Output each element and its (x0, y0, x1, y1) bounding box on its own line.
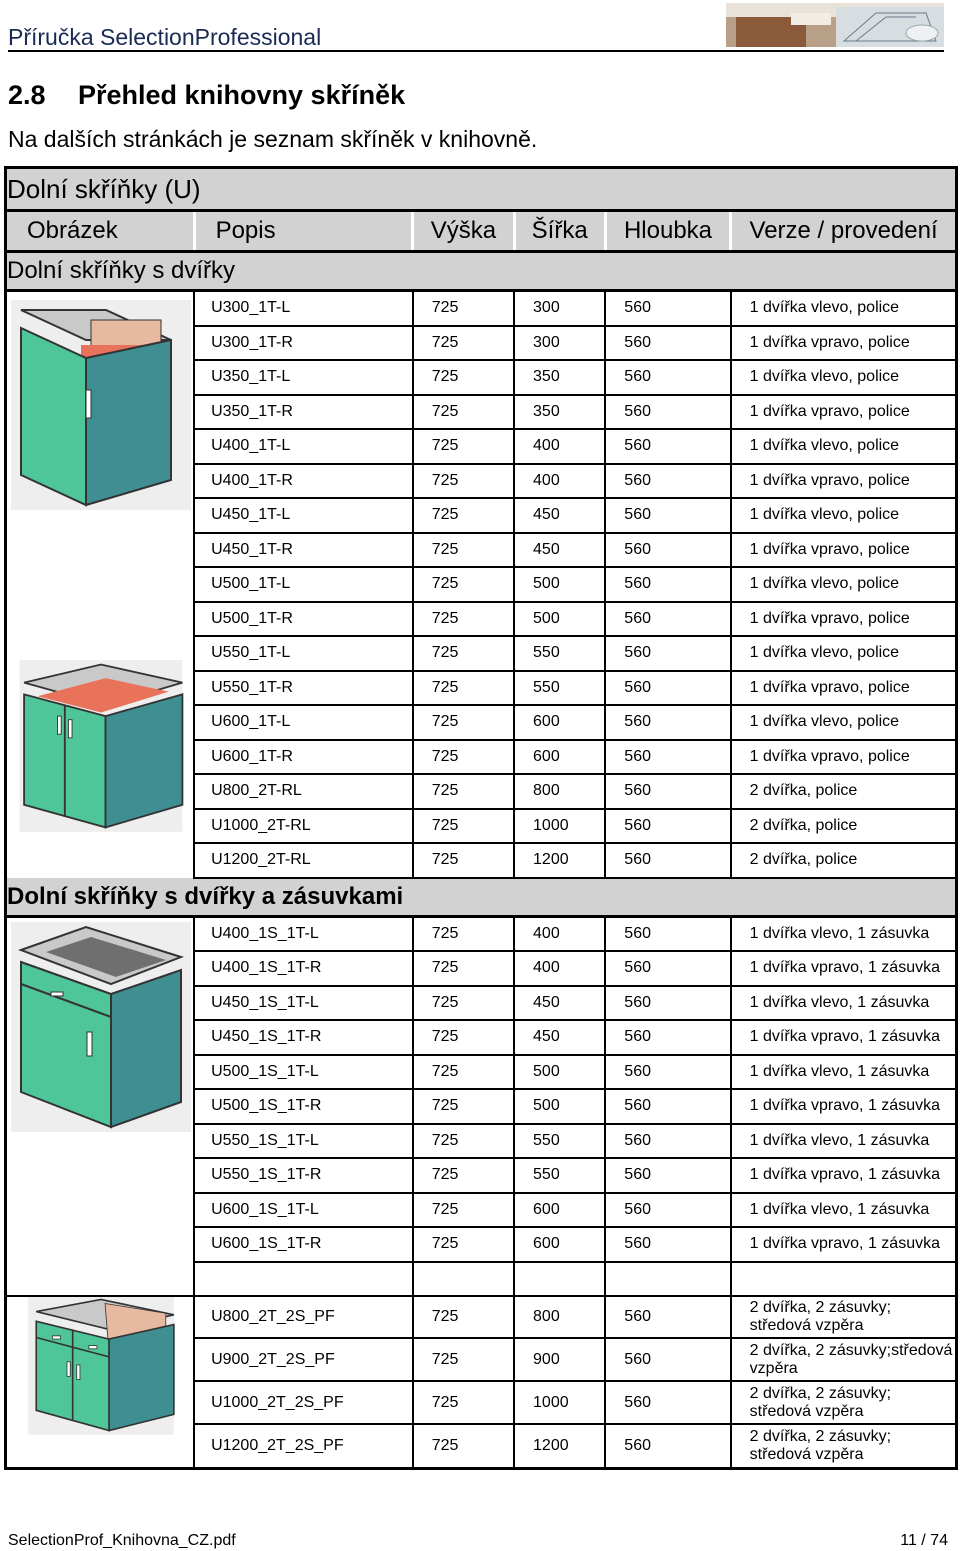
intro-text: Na dalších stránkách je seznam skříněk v knihovně. (8, 126, 538, 152)
section-number: 2.8 (8, 80, 46, 110)
cabinet-code: U400_1S_1T-L (194, 916, 413, 951)
cabinet-height: 725 (413, 464, 514, 499)
cabinet-depth: 560 (605, 602, 730, 637)
column-header-variant: Verze / provedení (731, 211, 957, 252)
cabinet-variant: 2 dvířka, police (731, 809, 957, 844)
cabinet-depth: 560 (605, 740, 730, 775)
cabinet-width: 600 (514, 705, 605, 740)
cabinet-height: 725 (413, 916, 514, 951)
cabinet-depth: 560 (605, 1158, 730, 1193)
header-rule (8, 50, 944, 52)
cabinet-width: 600 (514, 1227, 605, 1262)
section-heading (8, 80, 405, 111)
cabinet-height: 725 (413, 1089, 514, 1124)
cabinet-width: 600 (514, 1193, 605, 1228)
cabinet-width: 1200 (514, 1424, 605, 1468)
column-header-image: Obrázek (6, 211, 195, 252)
cabinet-code: U800_2T_2S_PF (194, 1296, 413, 1339)
cabinet-width: 500 (514, 1055, 605, 1090)
cabinet-depth: 560 (605, 1424, 730, 1468)
cabinet-width: 400 (514, 429, 605, 464)
cabinet-height: 725 (413, 291, 514, 326)
cabinet-variant: 1 dvířka vlevo, 1 zásuvka (731, 1124, 957, 1159)
cabinet-code: U600_1T-L (194, 705, 413, 740)
cabinet-depth: 560 (605, 986, 730, 1021)
cabinet-width: 300 (514, 326, 605, 361)
cabinet-code: U1000_2T-RL (194, 809, 413, 844)
cabinet-depth: 560 (605, 916, 730, 951)
cabinet-images-cell (6, 291, 195, 878)
cabinet-width: 1000 (514, 1381, 605, 1424)
cabinet-code: U1200_2T-RL (194, 843, 413, 878)
drawer-door-cabinet-image (11, 922, 191, 1132)
cabinet-width: 550 (514, 671, 605, 706)
cabinet-width: 1200 (514, 843, 605, 878)
cabinet-depth: 560 (605, 533, 730, 568)
cabinet-width: 450 (514, 498, 605, 533)
cabinet-height: 725 (413, 809, 514, 844)
cabinet-code: U450_1T-R (194, 533, 413, 568)
cabinet-variant: 1 dvířka vpravo, 1 zásuvka (731, 1227, 957, 1262)
cabinet-depth: 560 (605, 326, 730, 361)
cabinet-variant: 1 dvířka vlevo, police (731, 636, 957, 671)
blank-cell (514, 1262, 605, 1296)
cabinet-height: 725 (413, 1055, 514, 1090)
cabinet-variant: 1 dvířka vlevo, 1 zásuvka (731, 916, 957, 951)
cabinet-height: 725 (413, 395, 514, 430)
cabinet-width: 400 (514, 464, 605, 499)
cabinet-height: 725 (413, 1193, 514, 1228)
cabinet-variant: 1 dvířka vlevo, 1 zásuvka (731, 986, 957, 1021)
cabinet-variant: 1 dvířka vlevo, 1 zásuvka (731, 1055, 957, 1090)
cabinet-code: U300_1T-R (194, 326, 413, 361)
double-drawer-cabinet-image (11, 1297, 191, 1467)
cabinet-width: 800 (514, 774, 605, 809)
cabinet-code: U500_1T-L (194, 567, 413, 602)
cabinet-width: 300 (514, 291, 605, 326)
cabinet-width: 450 (514, 986, 605, 1021)
cabinet-depth: 560 (605, 395, 730, 430)
cabinet-code: U900_2T_2S_PF (194, 1338, 413, 1381)
cabinet-variant: 1 dvířka vpravo, 1 zásuvka (731, 1089, 957, 1124)
group-title-doors-drawers: Dolní skříňky s dvířky a zásuvkami (6, 878, 957, 917)
cabinet-code: U600_1S_1T-R (194, 1227, 413, 1262)
cabinet-width: 450 (514, 1020, 605, 1055)
cabinet-variant: 1 dvířka vlevo, police (731, 360, 957, 395)
cabinet-width: 550 (514, 1158, 605, 1193)
cabinet-code: U500_1S_1T-R (194, 1089, 413, 1124)
footer-page-number: 11 / 74 (900, 1532, 948, 1549)
double-door-cabinet-image (11, 660, 191, 850)
column-header-height: Výška (413, 211, 514, 252)
cabinet-height: 725 (413, 429, 514, 464)
cabinet-width: 500 (514, 1089, 605, 1124)
cabinet-variant: 1 dvířka vlevo, police (731, 291, 957, 326)
cabinet-depth: 560 (605, 951, 730, 986)
blank-cell (194, 1262, 413, 1296)
cabinet-code: U600_1T-R (194, 740, 413, 775)
cabinet-height: 725 (413, 986, 514, 1021)
cabinet-library-table (4, 166, 958, 1470)
blank-cell (731, 1262, 957, 1296)
cabinet-code: U450_1S_1T-R (194, 1020, 413, 1055)
blank-cell (605, 1262, 730, 1296)
cabinet-depth: 560 (605, 843, 730, 878)
cabinet-code: U450_1S_1T-L (194, 986, 413, 1021)
cabinet-code: U500_1T-R (194, 602, 413, 637)
cabinet-height: 725 (413, 1338, 514, 1381)
cabinet-code: U550_1S_1T-R (194, 1158, 413, 1193)
cabinet-code: U550_1T-R (194, 671, 413, 706)
column-header-width: Šířka (514, 211, 605, 252)
cabinet-variant: 1 dvířka vpravo, 1 zásuvka (731, 1020, 957, 1055)
cabinet-height: 725 (413, 671, 514, 706)
cabinet-images-cell (6, 1296, 195, 1469)
cabinet-depth: 560 (605, 1055, 730, 1090)
cabinet-depth: 560 (605, 705, 730, 740)
cabinet-variant: 1 dvířka vpravo, police (731, 671, 957, 706)
cabinet-width: 500 (514, 567, 605, 602)
table-row (6, 916, 957, 951)
section-title: Přehled knihovny skříněk (78, 80, 406, 110)
cabinet-variant: 2 dvířka, 2 zásuvky; středová vzpěra (749, 1427, 892, 1463)
cabinet-depth: 560 (605, 1296, 730, 1339)
cabinet-depth: 560 (605, 498, 730, 533)
cabinet-height: 725 (413, 951, 514, 986)
cabinet-code: U800_2T-RL (194, 774, 413, 809)
cabinet-depth: 560 (605, 1338, 730, 1381)
cabinet-width: 1000 (514, 809, 605, 844)
cabinet-depth: 560 (605, 429, 730, 464)
cabinet-code: U500_1S_1T-L (194, 1055, 413, 1090)
cabinet-variant: 1 dvířka vlevo, police (731, 567, 957, 602)
cabinet-code: U400_1S_1T-R (194, 951, 413, 986)
cabinet-code: U300_1T-L (194, 291, 413, 326)
blank-cell (6, 1262, 195, 1296)
cabinet-height: 725 (413, 1158, 514, 1193)
document-header-title: Příručka SelectionProfessional (8, 24, 322, 50)
cabinet-height: 725 (413, 533, 514, 568)
cabinet-variant: 2 dvířka, police (731, 774, 957, 809)
cabinet-height: 725 (413, 740, 514, 775)
cabinet-code: U400_1T-R (194, 464, 413, 499)
cabinet-depth: 560 (605, 671, 730, 706)
cabinet-height: 725 (413, 774, 514, 809)
cabinet-depth: 560 (605, 809, 730, 844)
cabinet-code: U350_1T-R (194, 395, 413, 430)
group-title-doors: Dolní skříňky s dvířky (6, 252, 957, 291)
single-door-cabinet-image (11, 300, 191, 510)
table-row (6, 1296, 957, 1339)
cabinet-variant: 1 dvířka vlevo, police (731, 429, 957, 464)
blank-cell (413, 1262, 514, 1296)
cabinet-depth: 560 (605, 1020, 730, 1055)
cabinet-code: U600_1S_1T-L (194, 1193, 413, 1228)
cabinet-variant: 1 dvířka vpravo, police (731, 602, 957, 637)
cabinet-depth: 560 (605, 567, 730, 602)
cabinet-width: 500 (514, 602, 605, 637)
cabinet-depth: 560 (605, 1193, 730, 1228)
cabinet-depth: 560 (605, 774, 730, 809)
column-header-description: Popis (194, 211, 413, 252)
column-header-depth: Hloubka (605, 211, 730, 252)
cabinet-height: 725 (413, 843, 514, 878)
cabinet-width: 550 (514, 636, 605, 671)
header-kitchen-image (726, 3, 944, 47)
cabinet-width: 350 (514, 360, 605, 395)
cabinet-width: 600 (514, 740, 605, 775)
cabinet-height: 725 (413, 1227, 514, 1262)
cabinet-code: U400_1T-L (194, 429, 413, 464)
cabinet-depth: 560 (605, 1124, 730, 1159)
cabinet-depth: 560 (605, 1381, 730, 1424)
cabinet-width: 400 (514, 916, 605, 951)
cabinet-variant: 1 dvířka vpravo, police (731, 395, 957, 430)
cabinet-height: 725 (413, 1124, 514, 1159)
cabinet-code: U1200_2T_2S_PF (194, 1424, 413, 1468)
cabinet-height: 725 (413, 1381, 514, 1424)
cabinet-variant: 1 dvířka vpravo, police (731, 533, 957, 568)
cabinet-code: U550_1S_1T-L (194, 1124, 413, 1159)
cabinet-height: 725 (413, 705, 514, 740)
cabinet-variant: 2 dvířka, police (731, 843, 957, 878)
cabinet-code: U1000_2T_2S_PF (194, 1381, 413, 1424)
cabinet-code: U350_1T-L (194, 360, 413, 395)
cabinet-variant: 1 dvířka vpravo, police (731, 326, 957, 361)
cabinet-variant: 1 dvířka vlevo, police (731, 705, 957, 740)
cabinet-variant: 2 dvířka, 2 zásuvky; středová vzpěra (731, 1381, 957, 1424)
cabinet-width: 450 (514, 533, 605, 568)
cabinet-width: 350 (514, 395, 605, 430)
cabinet-height: 725 (413, 1424, 514, 1468)
cabinet-height: 725 (413, 602, 514, 637)
cabinet-width: 900 (514, 1338, 605, 1381)
cabinet-variant: 2 dvířka, 2 zásuvky; středová vzpěra (731, 1296, 957, 1339)
cabinet-variant: 1 dvířka vpravo, 1 zásuvka (731, 951, 957, 986)
cabinet-variant: 1 dvířka vpravo, police (731, 740, 957, 775)
cabinet-height: 725 (413, 360, 514, 395)
cabinet-height: 725 (413, 1296, 514, 1339)
cabinet-variant: 1 dvířka vpravo, 1 zásuvka (731, 1158, 957, 1193)
cabinet-height: 725 (413, 1020, 514, 1055)
cabinet-variant: 1 dvířka vpravo, police (731, 464, 957, 499)
cabinet-width: 400 (514, 951, 605, 986)
cabinet-height: 725 (413, 567, 514, 602)
cabinet-variant: 2 dvířka, 2 zásuvky;středová vzpěra (731, 1338, 957, 1381)
cabinet-depth: 560 (605, 291, 730, 326)
cabinet-depth: 560 (605, 636, 730, 671)
cabinet-code: U450_1T-L (194, 498, 413, 533)
cabinet-images-cell (6, 916, 195, 1262)
cabinet-depth: 560 (605, 1227, 730, 1262)
cabinet-code: U550_1T-L (194, 636, 413, 671)
cabinet-depth: 560 (605, 464, 730, 499)
cabinet-variant: 1 dvířka vlevo, police (731, 498, 957, 533)
table-row (6, 291, 957, 326)
cabinet-depth: 560 (605, 360, 730, 395)
cabinet-variant: 1 dvířka vlevo, 1 zásuvka (731, 1193, 957, 1228)
cabinet-height: 725 (413, 636, 514, 671)
cabinet-height: 725 (413, 326, 514, 361)
footer-filename: SelectionProf_Knihovna_CZ.pdf (8, 1532, 236, 1549)
cabinet-width: 550 (514, 1124, 605, 1159)
cabinet-width: 800 (514, 1296, 605, 1339)
cabinet-depth: 560 (605, 1089, 730, 1124)
cabinet-height: 725 (413, 498, 514, 533)
table-title: Dolní skříňky (U) (6, 168, 957, 211)
